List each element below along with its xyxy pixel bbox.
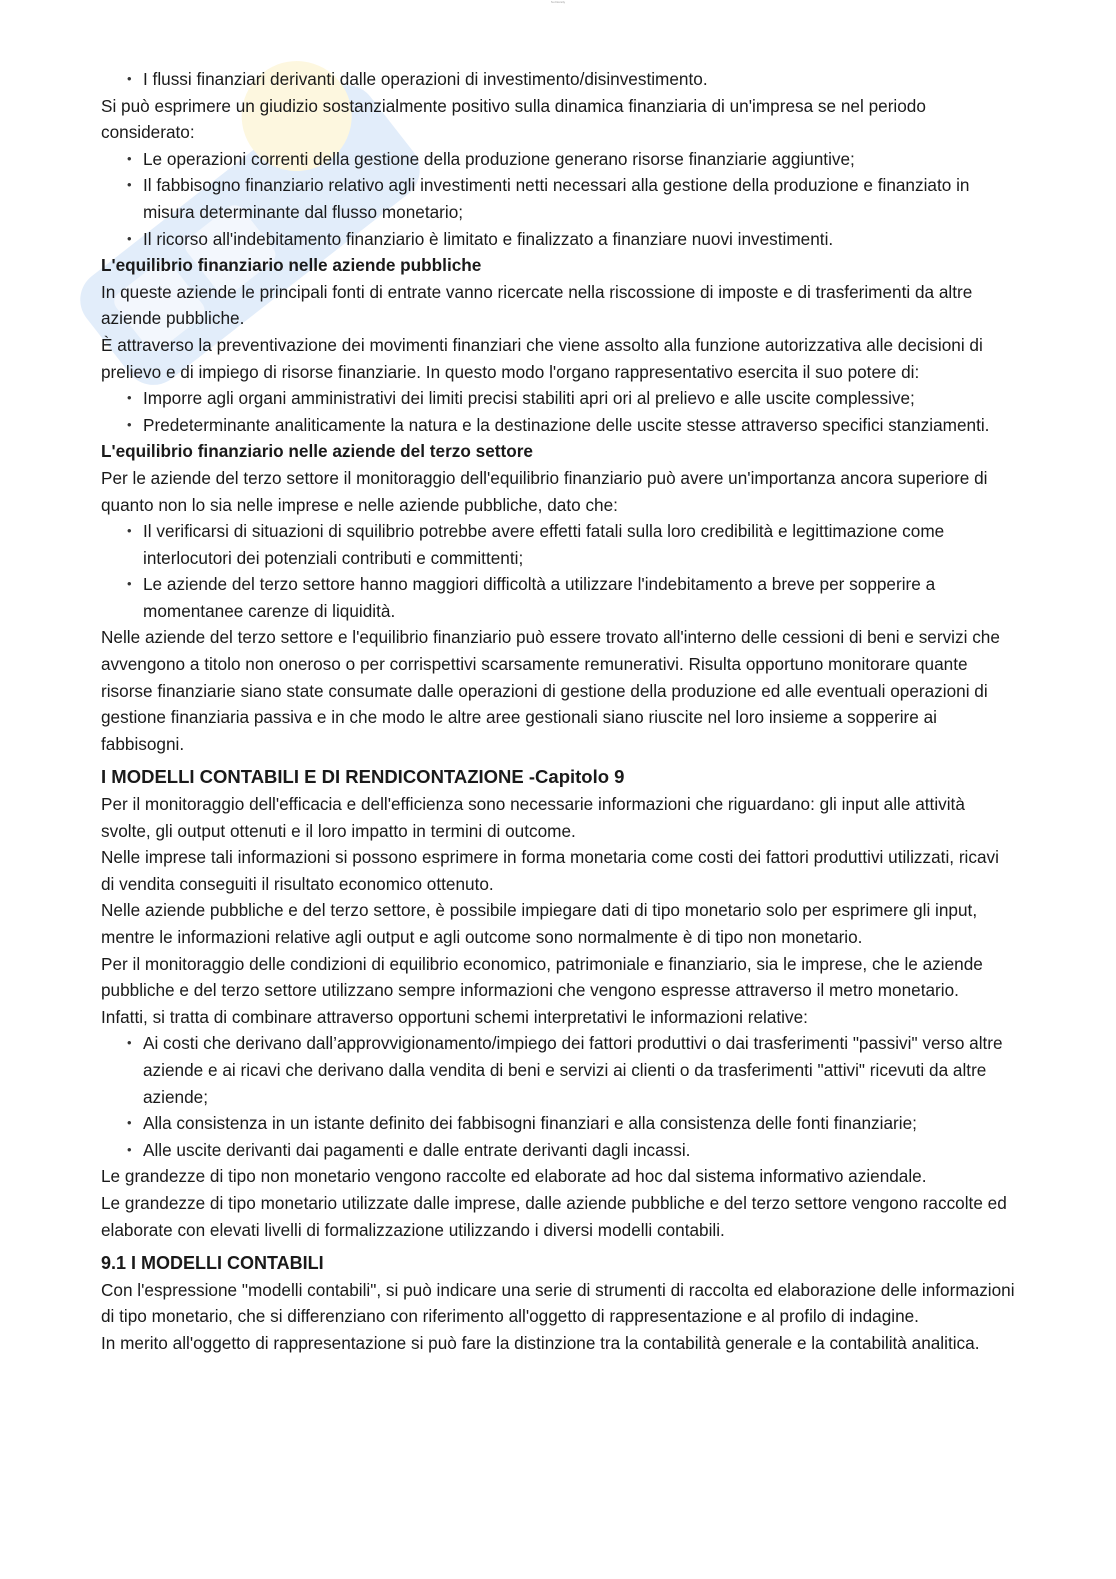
bullet-item: • Il ricorso all'indebitamento finanziario è limitato e finalizzato a finanziare nuovi investimenti. <box>101 226 1016 253</box>
bullet-item: • Alle uscite derivanti dai pagamenti e dalle entrate derivanti dagli incassi. <box>101 1137 1016 1164</box>
bullet-item: • I flussi finanziari derivanti dalle operazioni di investimento/disinvestimento. <box>101 66 1016 93</box>
chapter-heading: I MODELLI CONTABILI E DI RENDICONTAZIONE -Capitolo 9 <box>101 766 625 788</box>
paragraph: Le grandezze di tipo monetario utilizzate dalle imprese, dalle aziende pubbliche e del terzo settore vengono raccolte ed elaborate con elevati livelli di formalizzazione utilizzando i diversi modelli contabili. <box>101 1192 1007 1240</box>
bullet-item: • Alla consistenza in un istante definito dei fabbisogni finanziari e alla consistenza delle fonti finanziarie; <box>101 1110 1016 1137</box>
bullet-item: • Imporre agli organi amministrativi dei limiti precisi stabiliti apri ori al prelievo e alle uscite complessive; <box>101 385 1016 412</box>
paragraph: Nelle aziende del terzo settore e l'equilibrio finanziario può essere trovato all'interno delle cessioni di beni e servizi che avvengono a titolo non oneroso o per corrispettivi scarsamente remunerativi. Risulta opportuno monitorare quante risorse finanziarie siano state consumate dalle operazioni di gestione della produzione ed alle eventuali operazioni di gestione finanziaria passiva e in che modo le altre aree gestionali siano riuscite nel loro insieme a sopperire ai fabbisogni. <box>101 627 1000 754</box>
bullet-item: • Le aziende del terzo settore hanno maggiori difficoltà a utilizzare l'indebitamento a breve per sopperire a momentanee carenze di liquidità. <box>101 571 1016 624</box>
paragraph: Nelle aziende pubbliche e del terzo settore, è possibile impiegare dati di tipo monetario solo per esprimere gli input, mentre le informazioni relative agli output e agli outcome sono normalmente è di tipo non monetario. <box>101 900 978 947</box>
paragraph: Nelle imprese tali informazioni si possono esprimere in forma monetaria come costi dei fattori produttivi utilizzati, ricavi di vendita conseguiti il risultato economico ottenuto. <box>101 847 999 894</box>
paragraph: Le grandezze di tipo non monetario vengono raccolte ed elaborate ad hoc dal sistema informativo aziendale. <box>101 1166 927 1187</box>
bullet-list <box>101 518 1016 624</box>
paragraph: In queste aziende le principali fonti di entrate vanno ricercate nella riscossione di imposte e di trasferimenti da altre aziende pubbliche. <box>101 281 973 329</box>
paragraph: Per il monitoraggio dell'efficacia e dell'efficienza sono necessarie informazioni che riguardano: gli input alle attività svolte, gli output ottenuti e il loro impatto in termini di outcome. <box>101 794 965 841</box>
bullet-item: • Il fabbisogno finanziario relativo agli investimenti netti necessari alla gestione della produzione e finanziato in misura determinante dal flusso monetario; <box>101 172 1016 225</box>
paragraph: Con l'espressione "modelli contabili", si può indicare una serie di strumenti di raccolta ed elaborazione delle informazioni di tipo monetario, che si differenziano con riferimento all'oggetto di rappresentazione e al profilo di indagine. <box>101 1279 1015 1327</box>
bullet-item: • Le operazioni correnti della gestione della produzione generano risorse finanziarie aggiuntive; <box>101 146 1016 173</box>
bullet-list <box>101 1030 1016 1163</box>
paragraph: Per le aziende del terzo settore il monitoraggio dell'equilibrio finanziario può avere un'importanza ancora superiore di quanto non lo sia nelle imprese e nelle aziende pubbliche, dato che: <box>101 467 988 515</box>
paragraph: In merito all'oggetto di rappresentazione si può fare la distinzione tra la contabilità generale e la contabilità analitica. <box>101 1332 980 1353</box>
document-body <box>101 66 1016 1357</box>
paragraph: Infatti, si tratta di combinare attraverso opportuni schemi interpretativi le informazioni relative: <box>101 1006 808 1027</box>
paragraph: Per il monitoraggio delle condizioni di equilibrio economico, patrimoniale e finanziario, sia le imprese, che le aziende pubbliche e del terzo settore utilizzano sempre informazioni che vengono espresse attraverso il metro monetario. <box>101 953 983 1001</box>
bullet-list <box>101 146 1016 252</box>
subheading: L'equilibrio finanziario nelle aziende del terzo settore <box>101 441 533 462</box>
subheading: L'equilibrio finanziario nelle aziende pubbliche <box>101 255 482 276</box>
bullet-item: • Ai costi che derivano dall’approvvigionamento/impiego dei fattori produttivi o dai trasferimenti "passivi" verso altre aziende e ai ricavi che derivano dalla vendita di beni e servizi ai clienti o da trasferimenti "attivi" ricevuti da altre aziende; <box>101 1030 1016 1110</box>
section-heading: 9.1 I MODELLI CONTABILI <box>101 1253 324 1274</box>
paragraph: È attraverso la preventivazione dei movimenti finanziari che viene assolto alla funzione autorizzativa alle decisioni di prelievo e di impiego di risorse finanziarie. In questo modo l'organo rappresentativo esercita il suo potere di: <box>101 334 983 382</box>
bullet-list <box>101 385 1016 438</box>
bullet-list <box>101 66 1016 93</box>
bullet-item: • Predeterminante analiticamente la natura e la destinazione delle uscite stesse attraverso specifici stanziamenti. <box>101 412 1016 439</box>
bullet-item: • Il verificarsi di situazioni di squilibrio potrebbe avere effetti fatali sulla loro credibilità e legittimazione come interlocutori dei potenziali contributi e committenti; <box>101 518 1016 571</box>
page-header-mark: Su Docsity <box>550 0 566 4</box>
paragraph: Si può esprimere un giudizio sostanzialmente positivo sulla dinamica finanziaria di un'impresa se nel periodo considerato: <box>101 95 926 143</box>
